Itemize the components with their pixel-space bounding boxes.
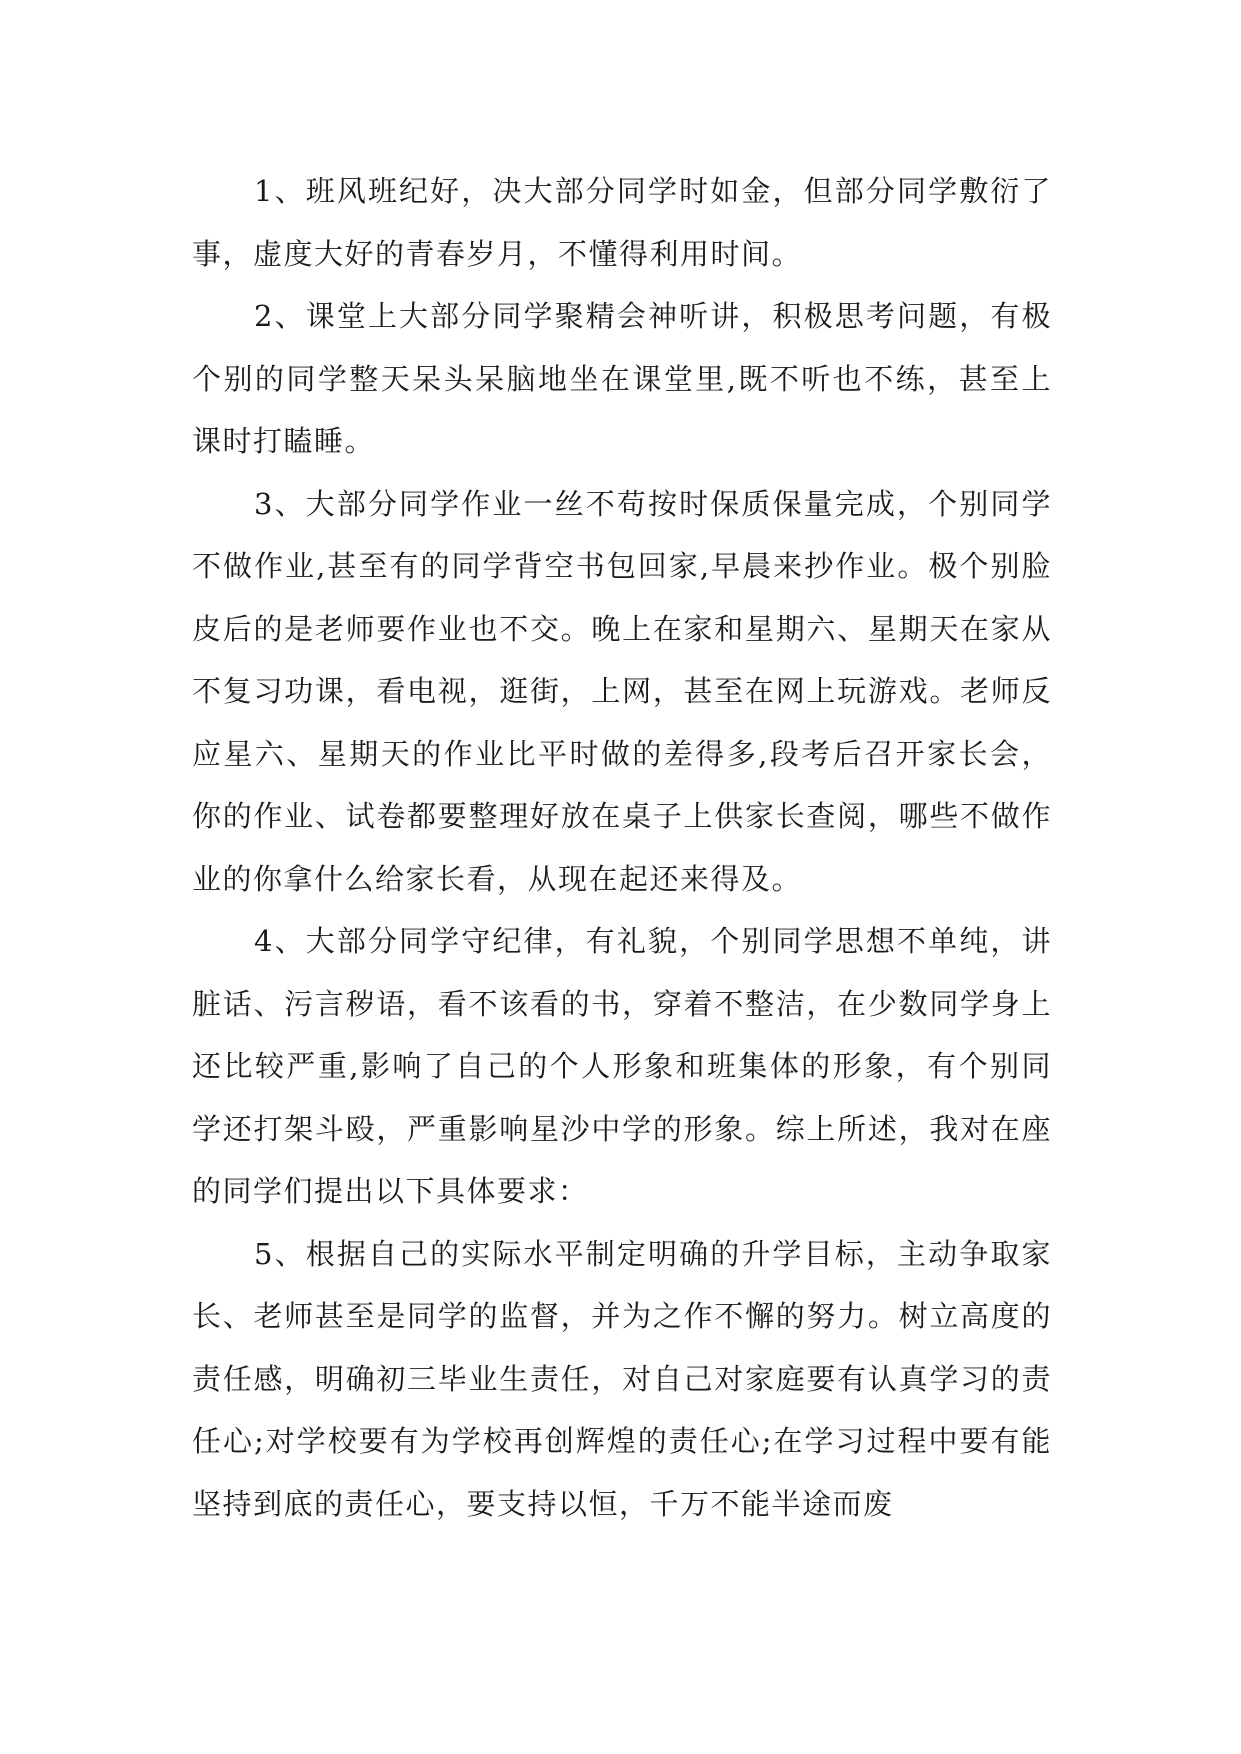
paragraph-5: 5、根据自己的实际水平制定明确的升学目标，主动争取家长、老师甚至是同学的监督，并为之作不懈的努力。树立高度的责任感，明确初三毕业生责任，对自己对家庭要有认真学习的责任心;对学校要有为学校再创辉煌的责任心;在学习过程中要有能坚持到底的责任心，要支持以恒，千万不能半途而废 <box>192 1236 1052 1521</box>
paragraph-4: 4、大部分同学守纪律，有礼貌，个别同学思想不单纯，讲脏话、污言秽语，看不该看的书，穿着不整洁，在少数同学身上还比较严重,影响了自己的个人形象和班集体的形象，有个别同学还打架斗殴，严重影响星沙中学的形象。综上所述，我对在座的同学们提出以下具体要求： <box>192 924 1052 1208</box>
paragraph-2: 2、课堂上大部分同学聚精会神听讲，积极思考问题，有极个别的同学整天呆头呆脑地坐在课堂里,既不听也不练，甚至上课时打瞌睡。 <box>192 299 1052 458</box>
paragraph-1: 1、班风班纪好，决大部分同学时如金，但部分同学敷衍了事，虚度大好的青春岁月，不懂得利用时间。 <box>192 174 1052 271</box>
document-body <box>192 160 1052 1535</box>
paragraph-3: 3、大部分同学作业一丝不苟按时保质保量完成，个别同学不做作业,甚至有的同学背空书包回家,早晨来抄作业。极个别脸皮后的是老师要作业也不交。晚上在家和星期六、星期天在家从不复习功课，看电视，逛街，上网，甚至在网上玩游戏。老师反应星六、星期天的作业比平时做的差得多,段考后召开家长会，你的作业、试卷都要整理好放在桌子上供家长查阅，哪些不做作业的你拿什么给家长看，从现在起还来得及。 <box>192 486 1052 896</box>
